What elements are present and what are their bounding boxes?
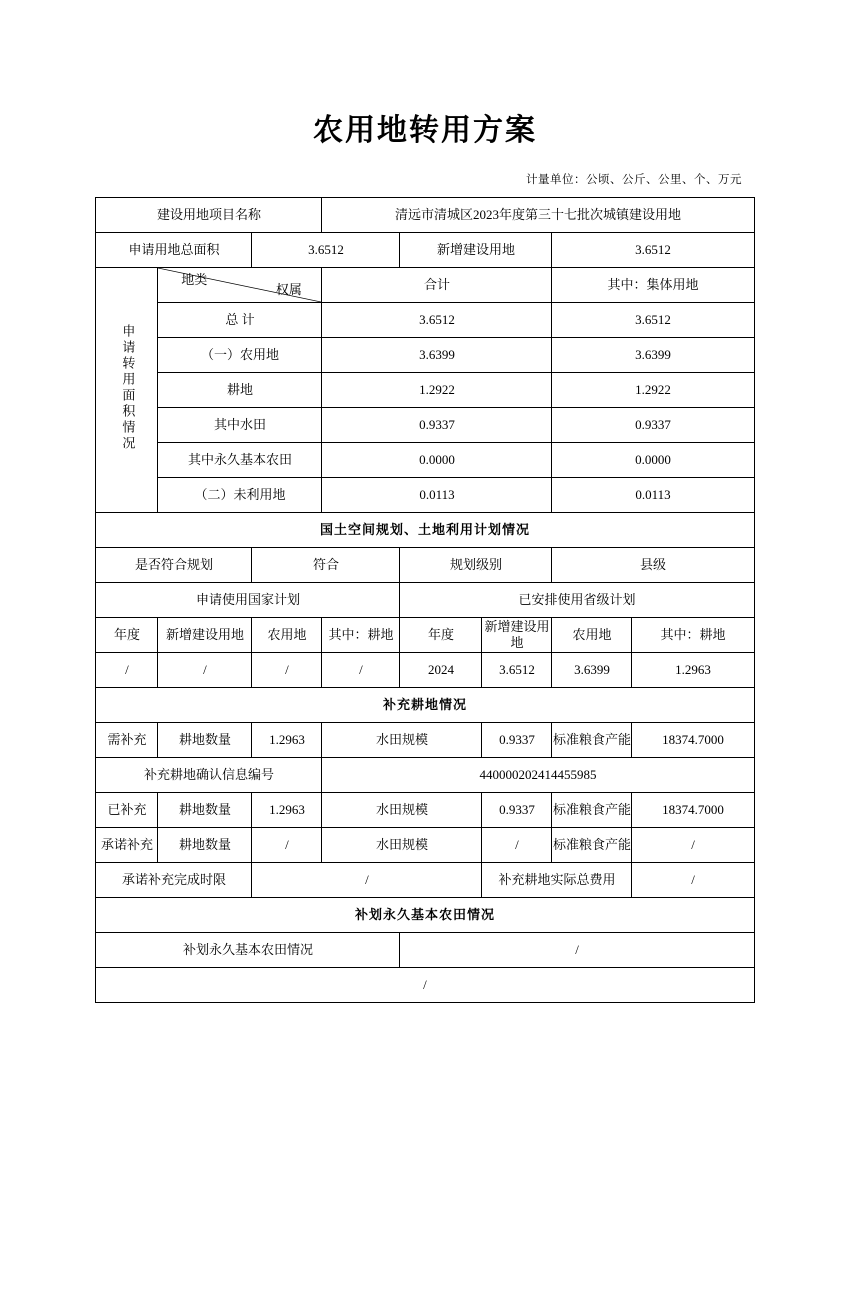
table-row [96,548,754,583]
plan-header: 农用地 [252,618,322,653]
table-row [96,968,754,1003]
table-row [96,828,754,863]
table-row [96,233,754,268]
table-row [96,688,754,723]
row-total: 0.0000 [322,443,552,478]
done-grain-value: 18374.7000 [632,793,754,828]
row-label: 其中水田 [158,408,322,443]
plan-header: 农用地 [552,618,632,653]
grain-capacity-label: 标准粮食产能 [552,793,632,828]
cost-label: 补充耕地实际总费用 [482,863,632,898]
table-row [96,898,754,933]
cost-value: / [632,863,754,898]
table-row [96,198,754,233]
plan-header: 其中：耕地 [322,618,400,653]
basic-farmland-label: 补划永久基本农田情况 [96,933,400,968]
row-total: 1.2922 [322,373,552,408]
row-label: 总 计 [158,303,322,338]
row-total: 3.6399 [322,338,552,373]
plan-value: / [158,653,252,688]
table-row [96,758,754,793]
grain-capacity-label: 标准粮食产能 [552,723,632,758]
conform-value: 符合 [252,548,400,583]
convert-side-label-text: 申请转用面积情况 [120,323,136,452]
table-row [96,653,754,688]
plan-value: 2024 [400,653,482,688]
header-quanshu-label: 权属 [275,281,302,297]
table-row [96,373,754,408]
plan-value: 3.6399 [552,653,632,688]
plan-header: 年度 [400,618,482,653]
promise-supplement-label: 承诺补充 [96,828,158,863]
table-row [96,723,754,758]
deadline-value: / [252,863,482,898]
confirm-number-value: 440000202414455985 [322,758,754,793]
new-construction-label: 新增建设用地 [400,233,552,268]
row-collective: 0.0000 [552,443,754,478]
table-row [96,478,754,513]
province-plan-label: 已安排使用省级计划 [400,583,754,618]
done-supplement-label: 已补充 [96,793,158,828]
row-total: 0.0113 [322,478,552,513]
plan-header: 其中：耕地 [632,618,754,653]
national-plan-label: 申请使用国家计划 [96,583,400,618]
farm-qty-label: 耕地数量 [158,793,252,828]
table-row [96,303,754,338]
promise-paddy-value: / [482,828,552,863]
row-label: （二）未利用地 [158,478,322,513]
need-farm-qty-value: 1.2963 [252,723,322,758]
diagonal-header-cell [158,268,322,303]
unit-note: 计量单位：公顷、公斤、公里、个、万元 [526,174,742,186]
basic-farmland-blank-value: / [96,968,754,1003]
confirm-number-label: 补充耕地确认信息编号 [96,758,322,793]
col-total-label: 合计 [322,268,552,303]
promise-grain-value: / [632,828,754,863]
document-page [0,105,850,1307]
plan-value: 1.2963 [632,653,754,688]
row-total: 3.6512 [322,303,552,338]
plan-value: / [96,653,158,688]
paddy-scale-label: 水田规模 [322,723,482,758]
col-collective-label: 其中：集体用地 [552,268,754,303]
basic-farmland-value: / [400,933,754,968]
row-collective: 0.0113 [552,478,754,513]
plan-header: 新增建设用地 [482,618,552,653]
table-row [96,583,754,618]
table-row [96,618,754,653]
table-row [96,513,754,548]
total-area-label: 申请用地总面积 [96,233,252,268]
row-total: 0.9337 [322,408,552,443]
total-area-value: 3.6512 [252,233,400,268]
paddy-scale-label: 水田规模 [322,828,482,863]
plan-level-label: 规划级别 [400,548,552,583]
grain-capacity-label: 标准粮食产能 [552,828,632,863]
row-collective: 3.6512 [552,303,754,338]
need-grain-value: 18374.7000 [632,723,754,758]
convert-side-label [96,268,158,513]
need-paddy-value: 0.9337 [482,723,552,758]
plan-level-value: 县级 [552,548,754,583]
plan-header: 年度 [96,618,158,653]
page-title: 农用地转用方案 [313,113,537,148]
row-collective: 3.6399 [552,338,754,373]
table-row [96,793,754,828]
row-collective: 0.9337 [552,408,754,443]
farm-qty-label: 耕地数量 [158,723,252,758]
project-name-value: 清远市清城区2023年度第三十七批次城镇建设用地 [322,198,754,233]
paddy-scale-label: 水田规模 [322,793,482,828]
plan-header: 新增建设用地 [158,618,252,653]
table-row [96,933,754,968]
project-name-label: 建设用地项目名称 [96,198,322,233]
header-dilei-label: 地类 [181,272,208,287]
done-paddy-value: 0.9337 [482,793,552,828]
deadline-label: 承诺补充完成时限 [96,863,252,898]
row-label: （一）农用地 [158,338,322,373]
promise-farm-qty-value: / [252,828,322,863]
row-collective: 1.2922 [552,373,754,408]
table-row [96,338,754,373]
row-label: 其中永久基本农田 [158,443,322,478]
table-row [96,268,754,303]
plan-section-title: 国土空间规划、土地利用计划情况 [96,513,754,548]
new-construction-value: 3.6512 [552,233,754,268]
plan-value: / [322,653,400,688]
farm-qty-label: 耕地数量 [158,828,252,863]
basic-farmland-section-title: 补划永久基本农田情况 [96,898,754,933]
conform-label: 是否符合规划 [96,548,252,583]
done-farm-qty-value: 1.2963 [252,793,322,828]
table-row [96,443,754,478]
plan-value: 3.6512 [482,653,552,688]
supplement-section-title: 补充耕地情况 [96,688,754,723]
table-row [96,408,754,443]
table-row [96,863,754,898]
plan-value: / [252,653,322,688]
need-supplement-label: 需补充 [96,723,158,758]
main-table [95,197,754,1003]
row-label: 耕地 [158,373,322,408]
